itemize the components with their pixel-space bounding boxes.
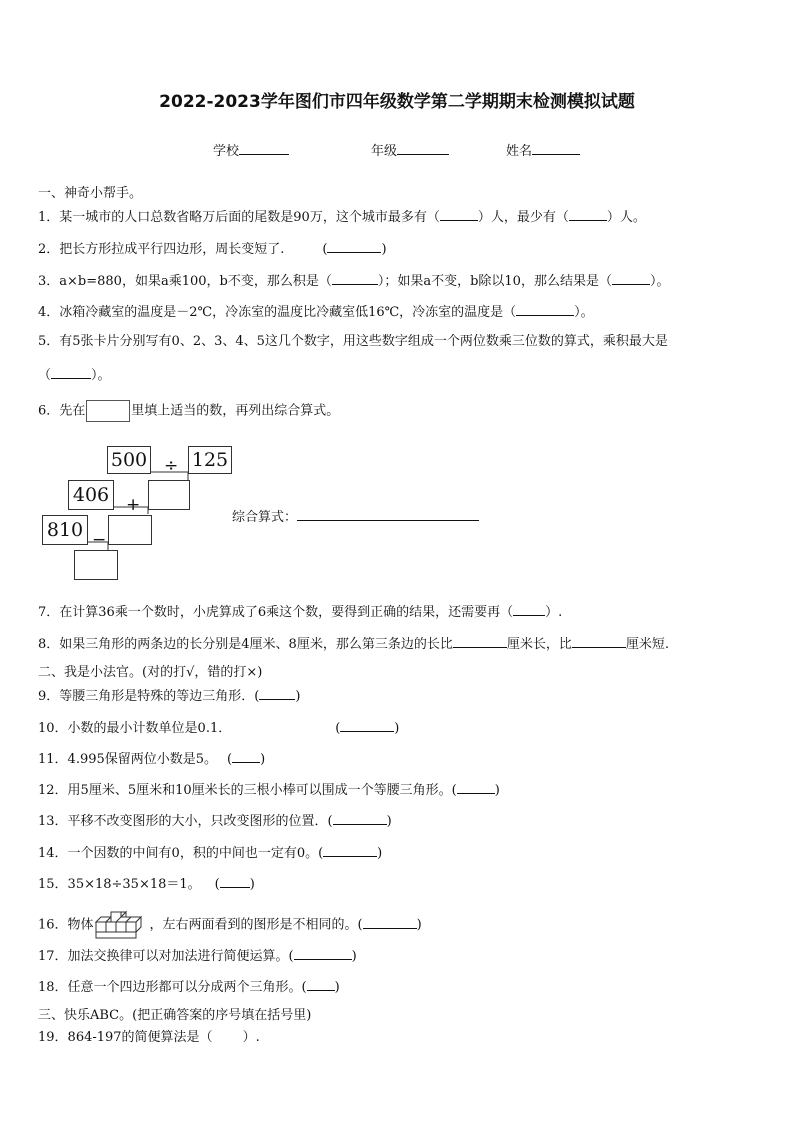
q3-blank-2[interactable] (612, 272, 650, 285)
question-5-answer (38, 366, 111, 384)
number-box-125: 125 (188, 446, 232, 474)
q11-paren-open: ( (227, 752, 233, 767)
divide-sign: ÷ (164, 456, 179, 476)
question-17 (38, 947, 357, 965)
q8-text-b: 厘米长，比 (506, 637, 572, 652)
question-12 (38, 781, 500, 799)
q15-text: 15．35×18÷35×18＝1。 (38, 877, 201, 892)
q18-blank[interactable] (307, 978, 335, 991)
q11-paren-close: ) (260, 752, 266, 767)
q3-blank-1[interactable] (332, 272, 378, 285)
q15-paren-close: ) (249, 877, 255, 892)
q6-formula (232, 506, 479, 525)
q6-formula-label: 综合算式： (232, 510, 298, 525)
q8-blank-2[interactable] (572, 635, 626, 648)
question-6 (38, 400, 339, 422)
cube-stack-icon (94, 910, 150, 940)
q8-text-c: 厘米短. (625, 637, 669, 652)
q1-text-a: 1．某一城市的人口总数省略万后面的尾数是90万，这个城市最多有（ (38, 210, 440, 225)
q2-answer-blank[interactable] (327, 240, 381, 253)
q2-paren-open: ( (322, 242, 328, 257)
section-2-heading: 二、我是小法官。(对的打√，错的打×) (38, 665, 263, 680)
q17-text: 17．加法交换律可以对加法进行简便运算。( (38, 949, 294, 964)
grade-label: 年级 (371, 144, 398, 159)
q7-blank[interactable] (513, 603, 545, 616)
school-blank[interactable] (239, 141, 289, 155)
q5-paren-close: ）。 (91, 368, 111, 383)
q13-blank[interactable] (333, 812, 387, 825)
q19-text-a: 19．864-197的简便算法是（ (38, 1030, 213, 1045)
q18-paren-close: ) (334, 980, 340, 995)
q7-text-a: 7．在计算36乘一个数时，小虎算成了6乘这个数，要得到正确的结果，还需要再（ (38, 605, 514, 620)
q17-paren-close: ) (351, 949, 357, 964)
q16-text-a: 16．物体 (38, 917, 94, 933)
q2-text: 2．把长方形拉成平行四边形，周长变短了. (38, 242, 285, 257)
question-3 (38, 272, 669, 290)
page-title: 2022-2023学年图们市四年级数学第二学期期末检测模拟试题 (159, 92, 635, 112)
plus-sign: + (126, 495, 141, 515)
q10-blank[interactable] (340, 719, 394, 732)
q19-text-b: ）. (242, 1030, 260, 1045)
question-1 (38, 208, 646, 226)
q8-blank-1[interactable] (453, 635, 507, 648)
question-16 (38, 910, 422, 940)
q9-paren-close: ) (295, 689, 301, 704)
section-3-heading: 三、快乐ABC。(把正确答案的序号填在括号里) (38, 1008, 312, 1023)
q6-formula-blank[interactable] (297, 508, 479, 521)
q11-blank[interactable] (232, 750, 260, 763)
name-label: 姓名 (506, 144, 533, 159)
q18-text: 18．任意一个四边形都可以分成两个三角形。( (38, 980, 307, 995)
name-field (506, 140, 580, 159)
question-5 (38, 334, 668, 350)
section-1-heading: 一、神奇小帮手。 (38, 186, 143, 201)
grade-blank[interactable] (397, 141, 449, 155)
q8-text-a: 8．如果三角形的两条边的长分别是4厘米、8厘米，那么第三条边的长比 (38, 637, 453, 652)
q4-blank[interactable] (516, 303, 574, 316)
question-11 (38, 750, 265, 768)
name-blank[interactable] (532, 141, 580, 155)
answer-box-sum[interactable] (108, 515, 152, 545)
question-7 (38, 603, 562, 621)
q12-blank[interactable] (457, 781, 495, 794)
q10-paren-open: ( (335, 721, 341, 736)
q16-paren-close: ) (416, 917, 422, 933)
q14-paren-close: ) (377, 846, 383, 861)
q1-blank-max[interactable] (440, 208, 478, 221)
q15-blank[interactable] (220, 875, 250, 888)
question-19 (38, 1030, 260, 1046)
q14-blank[interactable] (323, 844, 377, 857)
q6-text-b: 里填上适当的数，再列出综合算式。 (131, 403, 340, 419)
q7-text-b: ）. (545, 605, 563, 620)
q16-text-b: ，左右两面看到的图形是不相同的。( (149, 917, 363, 933)
q6-inline-box (86, 400, 130, 422)
q4-text-a: 4．冰箱冷藏室的温度是－2℃，冷冻室的温度比冷藏室低16℃，冷冻室的温度是（ (38, 305, 517, 320)
q2-paren-close: ) (381, 242, 387, 257)
q4-text-b: ）。 (574, 305, 594, 320)
question-4 (38, 303, 594, 321)
question-13 (38, 812, 392, 830)
q11-text: 11．4.995保留两位小数是5。 (38, 752, 218, 767)
calculation-diagram (40, 440, 240, 585)
q10-paren-close: ) (394, 721, 400, 736)
q13-text: 13．平移不改变图形的大小，只改变图形的位置．( (38, 814, 333, 829)
question-14 (38, 844, 382, 862)
q5-blank[interactable] (51, 366, 91, 379)
q3-text-c: ）。 (649, 274, 670, 289)
q16-blank[interactable] (363, 916, 417, 929)
q12-paren-close: ) (494, 783, 500, 798)
question-8 (38, 635, 669, 653)
question-10 (38, 719, 399, 737)
q17-blank[interactable] (294, 947, 352, 960)
number-box-500: 500 (107, 446, 151, 474)
school-field (213, 140, 289, 159)
minus-sign: − (92, 530, 107, 550)
q15-paren-open: ( (214, 877, 220, 892)
q5-text: 5．有5张卡片分别写有0、2、3、4、5这几个数字，用这些数字组成一个两位数乘三位数的算式，乘积最大是 (38, 334, 668, 349)
answer-box-quotient[interactable] (148, 480, 190, 510)
q9-blank[interactable] (259, 687, 295, 700)
school-label: 学校 (213, 144, 240, 159)
answer-box-result[interactable] (74, 550, 118, 580)
q1-text-c: ）人。 (606, 210, 646, 225)
question-18 (38, 978, 340, 996)
question-15 (38, 875, 255, 893)
number-box-406: 406 (68, 480, 114, 510)
number-box-810: 810 (42, 515, 88, 545)
q14-text: 14．一个因数的中间有0，积的中间也一定有0。( (38, 846, 324, 861)
question-9 (38, 687, 300, 705)
q5-paren-open: （ (38, 368, 52, 383)
q13-paren-close: ) (386, 814, 392, 829)
q3-text-b: ）；如果a不变，b除以10，那么结果是（ (377, 274, 612, 289)
q1-blank-min[interactable] (569, 208, 607, 221)
q3-text-a: 3．a×b=880，如果a乘100，b不变，那么积是（ (38, 274, 332, 289)
q6-text-a: 6．先在 (38, 403, 86, 419)
grade-field (371, 140, 449, 159)
q10-text: 10．小数的最小计数单位是0.1． (38, 721, 232, 736)
q12-text: 12．用5厘米、5厘米和10厘米长的三根小棒可以围成一个等腰三角形。( (38, 783, 457, 798)
q9-text: 9．等腰三角形是特殊的等边三角形．( (38, 689, 260, 704)
question-2 (38, 240, 387, 258)
q1-text-b: ）人，最少有（ (477, 210, 569, 225)
